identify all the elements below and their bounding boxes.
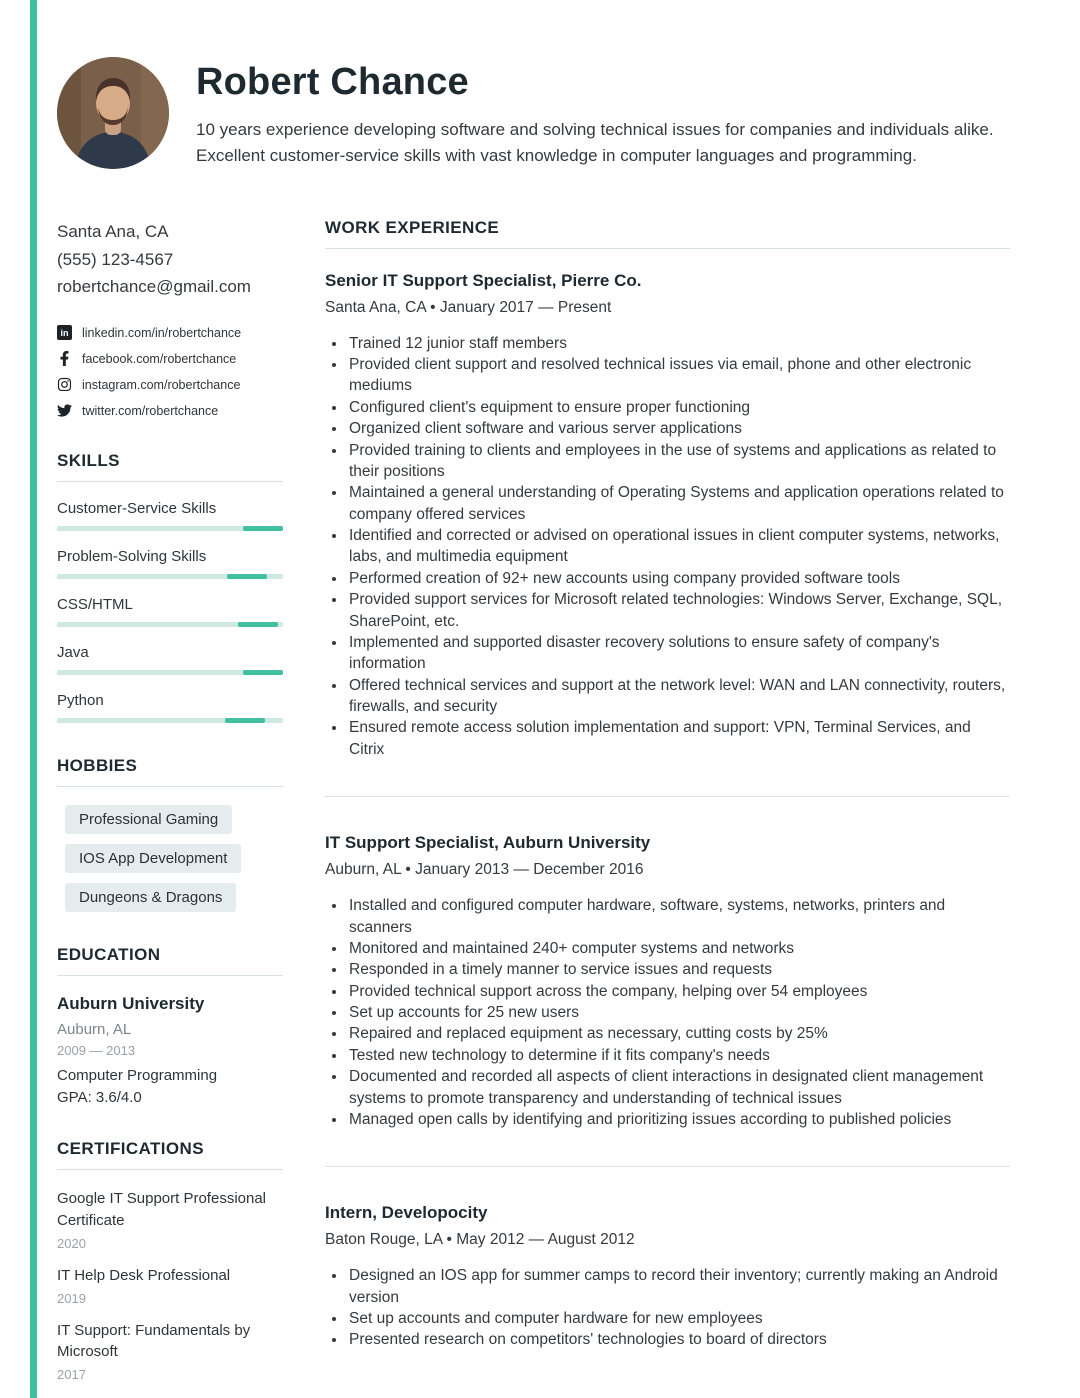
job-bullet: • Configured client's equipment to ensure proper functioning bbox=[347, 397, 1010, 418]
instagram-icon bbox=[57, 377, 72, 392]
skill-level-indicator bbox=[243, 670, 283, 675]
main-column bbox=[325, 218, 1010, 1396]
job-entry bbox=[325, 1203, 1010, 1351]
social-label: linkedin.com/in/robertchance bbox=[82, 325, 242, 340]
job-bullet: • Presented research on competitors' technologies to board of directors bbox=[347, 1329, 1010, 1350]
skill-item bbox=[57, 548, 283, 579]
section-divider bbox=[57, 786, 283, 787]
contact-email: robertchance@gmail.com bbox=[57, 277, 251, 297]
job-divider bbox=[325, 1166, 1010, 1167]
accent-bar bbox=[30, 0, 37, 1398]
education-dates: 2009 — 2013 bbox=[57, 1043, 136, 1059]
certification-item bbox=[57, 1188, 283, 1251]
resume-header bbox=[57, 57, 1010, 170]
job-bullet: • Maintained a general understanding of Operating Systems and application operations related to company offered services bbox=[347, 482, 1010, 525]
skill-level-indicator bbox=[238, 622, 278, 627]
section-divider bbox=[325, 248, 1010, 249]
certification-year: 2020 bbox=[57, 1235, 86, 1251]
skills-heading: SKILLS bbox=[57, 451, 120, 471]
skill-item bbox=[57, 500, 283, 531]
skills-section bbox=[57, 451, 283, 723]
certification-year: 2019 bbox=[57, 1290, 86, 1306]
hobbies-section bbox=[57, 756, 283, 912]
job-entry bbox=[325, 833, 1010, 1167]
certification-title: IT Support: Fundamentals by Microsoft bbox=[57, 1321, 251, 1361]
contact-phone: (555) 123-4567 bbox=[57, 249, 174, 269]
skill-level-indicator bbox=[225, 718, 265, 723]
section-divider bbox=[57, 1169, 283, 1170]
job-bullet: • Provided training to clients and employees in the use of systems and applications as related to their positions bbox=[347, 440, 1010, 483]
education-degree: Computer Programming bbox=[57, 1067, 218, 1085]
education-gpa: GPA: 3.6/4.0 bbox=[57, 1089, 142, 1107]
job-bullet: • Provided client support and resolved technical issues via email, phone and other electronic mediums bbox=[347, 354, 1010, 397]
skill-bar bbox=[57, 574, 283, 579]
certifications-section bbox=[57, 1139, 283, 1382]
job-title: IT Support Specialist, Auburn University bbox=[325, 833, 651, 853]
job-bullets bbox=[325, 895, 1010, 1130]
certifications-list bbox=[57, 1188, 283, 1382]
skill-bar bbox=[57, 670, 283, 675]
resume-body bbox=[57, 218, 1010, 1396]
job-bullet: • Identified and corrected or advised on operational issues in client computer systems, networks, labs, and multimedia equipment bbox=[347, 525, 1010, 568]
job-bullet: • Monitored and maintained 240+ computer systems and networks bbox=[347, 938, 1010, 959]
job-bullet: • Repaired and replaced equipment as necessary, cutting costs by 25% bbox=[347, 1023, 1010, 1044]
certification-title: Google IT Support Professional Certificate bbox=[57, 1190, 267, 1230]
job-bullet: • Organized client software and various server applications bbox=[347, 418, 1010, 439]
job-bullet: • Set up accounts and computer hardware for new employees bbox=[347, 1308, 1010, 1329]
job-bullet: • Managed open calls by identifying and prioritizing issues according to published policies bbox=[347, 1109, 1010, 1130]
hobby-tag: Dungeons & Dragons bbox=[65, 883, 236, 912]
hobbies-heading: HOBBIES bbox=[57, 756, 138, 776]
job-bullet: • Documented and recorded all aspects of client interactions in designated client management systems to promote transparency and understanding of technical issues bbox=[347, 1066, 1010, 1109]
skill-label: CSS/HTML bbox=[57, 596, 133, 614]
skill-bar bbox=[57, 526, 283, 531]
profile-summary: 10 years experience developing software and solving technical issues for companies and individuals alike. Excellent customer-service skills with vast knowledge in computer languages and programming. bbox=[196, 120, 994, 166]
social-link[interactable] bbox=[57, 351, 283, 366]
social-link[interactable] bbox=[57, 377, 283, 392]
job-title: Senior IT Support Specialist, Pierre Co. bbox=[325, 270, 642, 290]
skill-label: Python bbox=[57, 692, 104, 710]
skills-list bbox=[57, 500, 283, 723]
job-bullet: • Ensured remote access solution implementation and support: VPN, Terminal Services, and Citrix bbox=[347, 717, 1010, 760]
skill-item bbox=[57, 644, 283, 675]
education-school: Auburn University bbox=[57, 994, 205, 1014]
job-bullet: • Set up accounts for 25 new users bbox=[347, 1002, 1010, 1023]
job-bullet: • Provided technical support across the company, helping over 54 employees bbox=[347, 981, 1010, 1002]
education-location: Auburn, AL bbox=[57, 1021, 132, 1039]
jobs-list bbox=[325, 271, 1010, 1351]
skill-item bbox=[57, 596, 283, 627]
job-bullet: • Provided support services for Microsoft related technologies: Windows Server, Exchange, SQL, SharePoint, etc. bbox=[347, 589, 1010, 632]
education-section bbox=[57, 945, 283, 1106]
social-label: twitter.com/robertchance bbox=[82, 403, 219, 418]
job-bullet: • Implemented and supported disaster recovery solutions to ensure safety of company's information bbox=[347, 632, 1010, 675]
job-bullets bbox=[325, 333, 1010, 761]
sidebar bbox=[57, 218, 283, 1396]
job-meta: Baton Rouge, LA • May 2012 — August 2012 bbox=[325, 1231, 635, 1249]
job-bullet: • Installed and configured computer hardware, software, systems, networks, printers and scanners bbox=[347, 895, 1010, 938]
hobby-tag: Professional Gaming bbox=[65, 805, 232, 834]
social-list bbox=[57, 325, 283, 418]
linkedin-icon: in bbox=[57, 325, 72, 340]
social-link[interactable] bbox=[57, 403, 283, 418]
social-label: instagram.com/robertchance bbox=[82, 377, 241, 392]
job-bullet: • Tested new technology to determine if it fits company's needs bbox=[347, 1045, 1010, 1066]
certification-item bbox=[57, 1320, 283, 1383]
job-entry bbox=[325, 271, 1010, 798]
job-meta: Santa Ana, CA • January 2017 — Present bbox=[325, 298, 612, 316]
job-bullet: • Offered technical services and support at the network level: WAN and LAN connectivity, routers, firewalls, and security bbox=[347, 675, 1010, 718]
skill-item bbox=[57, 692, 283, 723]
candidate-name: Robert Chance bbox=[196, 61, 469, 103]
social-label: facebook.com/robertchance bbox=[82, 351, 237, 366]
skill-level-indicator bbox=[227, 574, 267, 579]
work-experience-heading: WORK EXPERIENCE bbox=[325, 217, 500, 237]
education-heading: EDUCATION bbox=[57, 945, 161, 965]
twitter-icon bbox=[57, 403, 72, 418]
job-bullet: • Designed an IOS app for summer camps to record their inventory; currently making an Android version bbox=[347, 1265, 1010, 1308]
certification-year: 2017 bbox=[57, 1367, 86, 1383]
job-bullets bbox=[325, 1265, 1010, 1351]
contact-location: Santa Ana, CA bbox=[57, 221, 169, 241]
job-title: Intern, Developocity bbox=[325, 1203, 488, 1223]
social-link[interactable] bbox=[57, 325, 283, 340]
job-bullet: • Responded in a timely manner to service issues and requests bbox=[347, 959, 1010, 980]
section-divider bbox=[57, 975, 283, 976]
facebook-icon bbox=[57, 351, 72, 366]
certifications-heading: CERTIFICATIONS bbox=[57, 1139, 204, 1159]
section-divider bbox=[57, 481, 283, 482]
hobbies-list bbox=[57, 805, 283, 912]
skill-label: Customer-Service Skills bbox=[57, 500, 217, 518]
job-bullet: • Performed creation of 92+ new accounts using company provided software tools bbox=[347, 568, 1010, 589]
skill-label: Problem-Solving Skills bbox=[57, 548, 207, 566]
skill-bar bbox=[57, 622, 283, 627]
hobby-tag: IOS App Development bbox=[65, 844, 241, 873]
skill-label: Java bbox=[57, 644, 89, 662]
skill-level-indicator bbox=[243, 526, 283, 531]
job-bullet: • Trained 12 junior staff members bbox=[347, 333, 1010, 354]
header-text bbox=[196, 57, 1010, 170]
profile-photo-illustration bbox=[57, 57, 169, 169]
profile-photo bbox=[57, 57, 169, 169]
skill-bar bbox=[57, 718, 283, 723]
certification-title: IT Help Desk Professional bbox=[57, 1266, 231, 1284]
certification-item bbox=[57, 1265, 283, 1306]
job-meta: Auburn, AL • January 2013 — December 2016 bbox=[325, 861, 644, 879]
job-divider bbox=[325, 796, 1010, 797]
